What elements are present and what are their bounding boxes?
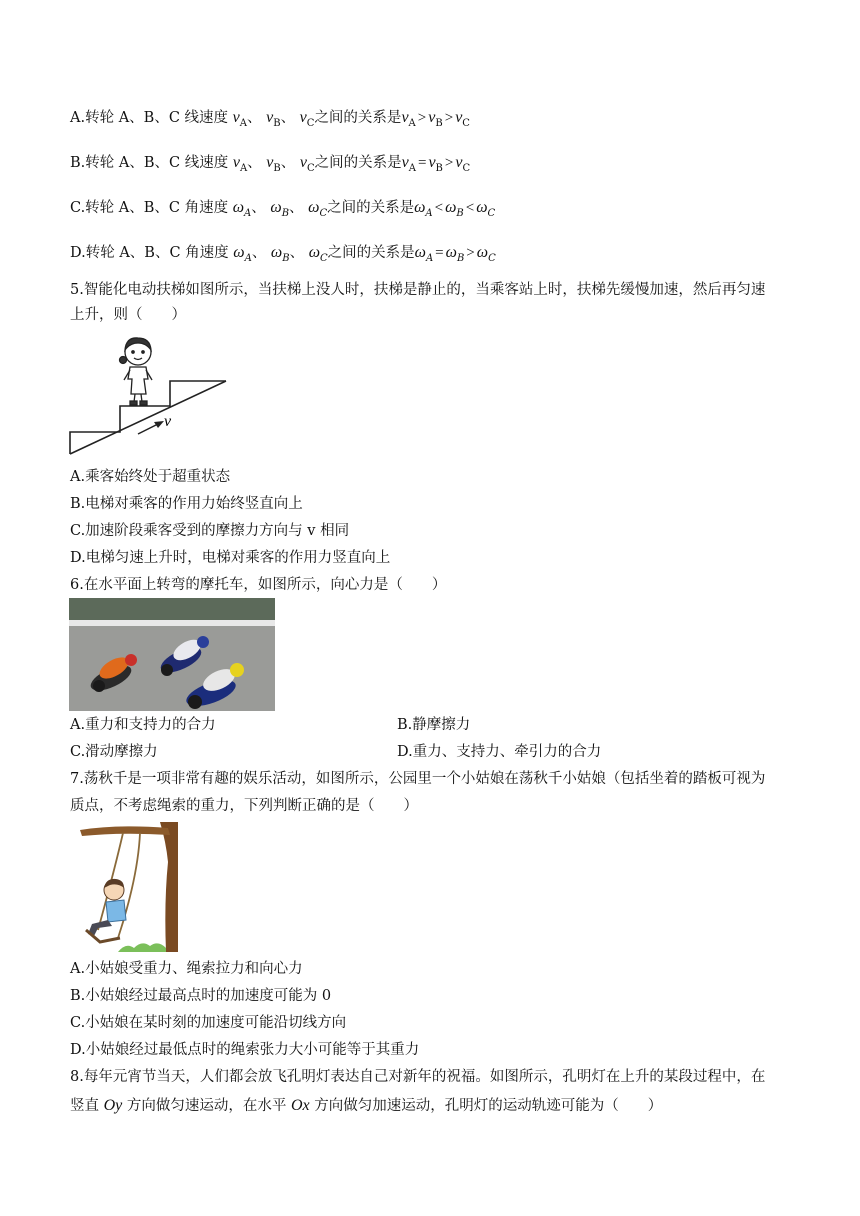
option-text: 之间的关系是	[327, 200, 415, 216]
symbol-v: v	[266, 154, 274, 171]
subscript: C	[319, 253, 328, 264]
q6-stem: 6.在水平面上转弯的摩托车，如图所示，向心力是（ ）	[70, 577, 447, 593]
symbol-omega: ω	[308, 244, 320, 261]
symbol-omega: ω	[308, 199, 320, 216]
subscript: C	[306, 118, 315, 129]
separator: 、	[246, 110, 262, 126]
swing-figure	[78, 822, 178, 952]
relation: >	[444, 110, 454, 126]
subscript: A	[425, 253, 434, 264]
option-text: 之间的关系是	[314, 155, 402, 171]
relation: <	[465, 200, 475, 216]
subscript: A	[244, 253, 252, 264]
q6-option-a: A.重力和支持力的合力	[70, 717, 216, 733]
q6-option-c: C.滑动摩擦力	[70, 744, 158, 760]
q7-option-c: C.小姑娘在某时刻的加速度可能沿切线方向	[70, 1015, 347, 1031]
subscript: B	[273, 163, 281, 174]
symbol-v: v	[401, 154, 409, 171]
relation: >	[466, 245, 475, 261]
relation: <	[434, 200, 444, 216]
escalator-incline	[70, 381, 226, 454]
symbol-omega: ω	[270, 199, 282, 216]
symbol-v: v	[232, 154, 240, 171]
q4-option-c	[70, 198, 495, 224]
option-text: 之间的关系是	[314, 110, 402, 126]
separator: 、	[289, 200, 304, 216]
q4-option-d	[70, 243, 496, 269]
passenger-girl	[120, 338, 153, 405]
subscript: A	[408, 118, 416, 129]
symbol-omega: ω	[414, 199, 426, 216]
symbol-omega: ω	[232, 199, 245, 216]
separator: 、	[280, 155, 296, 171]
motorcycle-photo	[69, 598, 275, 711]
q5-option-c: C.加速阶段乘客受到的摩擦力方向与 v 相同	[70, 523, 350, 539]
separator: 、	[280, 110, 296, 126]
subscript: C	[462, 163, 471, 174]
q5-option-b: B.电梯对乘客的作用力始终竖直向上	[70, 496, 303, 512]
subscript: C	[319, 208, 328, 219]
symbol-omega: ω	[476, 199, 488, 216]
symbol-v: v	[428, 109, 436, 126]
q4-option-a	[70, 108, 470, 134]
q8-text: 方向做匀速运动，在水平	[122, 1098, 291, 1114]
symbol-omega: ω	[233, 244, 245, 261]
symbol-v: v	[455, 154, 463, 171]
escalator-figure	[68, 334, 232, 460]
q7-option-d: D.小姑娘经过最低点时的绳索张力大小可能等于其重力	[70, 1042, 420, 1058]
subscript: C	[462, 118, 470, 129]
q7-option-b: B.小姑娘经过最高点时的加速度可能为 0	[70, 988, 332, 1004]
relation: >	[417, 110, 427, 126]
velocity-label: v	[164, 413, 172, 430]
subscript: C	[306, 163, 315, 174]
subscript: A	[239, 118, 247, 129]
symbol-omega: ω	[445, 199, 457, 216]
separator: 、	[251, 200, 266, 216]
symbol-omega: ω	[445, 244, 457, 261]
option-text: A.转轮 A、B、C 线速度	[70, 110, 229, 126]
grass	[118, 943, 166, 952]
relation: >	[444, 155, 454, 171]
q5-stem-line1: 5.智能化电动扶梯如图所示，当扶梯上没人时，扶梯是静止的，当乘客站上时，扶梯先缓慢加速，然后再匀速	[70, 282, 766, 298]
option-text: B.转轮 A、B、C 线速度	[70, 155, 229, 171]
q5-option-d: D.电梯匀速上升时，电梯对乘客的作用力竖直向上	[70, 550, 391, 566]
subscript: B	[435, 163, 443, 174]
symbol-v: v	[232, 109, 240, 126]
tree-trunk	[160, 822, 178, 952]
subscript: A	[239, 163, 248, 174]
axis-oy: Oy	[103, 1097, 123, 1114]
subscript: C	[488, 253, 496, 264]
symbol-omega: ω	[270, 244, 283, 261]
symbol-omega: ω	[414, 244, 426, 261]
subscript: B	[456, 253, 465, 264]
subscript: B	[435, 118, 443, 129]
subscript: A	[425, 208, 433, 219]
q7-option-a: A.小姑娘受重力、绳索拉力和向心力	[70, 961, 303, 977]
subscript: C	[487, 208, 496, 219]
tree-branch	[80, 826, 170, 836]
q7-stem-line1: 7.荡秋千是一项非常有趣的娱乐活动，如图所示，公园里一个小姑娘在荡秋千小姑娘（包括坐着的踏板可视为	[70, 771, 766, 787]
separator: 、	[289, 245, 305, 261]
q8-stem-line1: 8.每年元宵节当天，人们都会放飞孔明灯表达自己对新年的祝福。如图所示，孔明灯在上升的某段过程中，在	[70, 1069, 766, 1085]
subscript: B	[273, 118, 281, 129]
symbol-v: v	[455, 109, 463, 126]
relation: =	[417, 155, 427, 171]
symbol-omega: ω	[476, 244, 489, 261]
subscript: A	[408, 163, 416, 174]
axis-ox: Ox	[290, 1097, 310, 1114]
separator: 、	[247, 155, 262, 171]
q8-text: 方向做匀加速运动，孔明灯的运动轨迹可能为（ ）	[309, 1098, 663, 1114]
subscript: A	[244, 208, 252, 219]
q6-option-d: D.重力、支持力、牵引力的合力	[397, 744, 602, 760]
symbol-v: v	[299, 109, 307, 126]
subscript: B	[282, 253, 290, 264]
subscript: B	[281, 208, 290, 219]
symbol-v: v	[299, 154, 307, 171]
relation: =	[435, 245, 444, 261]
q5-option-a: A.乘客始终处于超重状态	[70, 469, 231, 485]
separator: 、	[251, 245, 267, 261]
symbol-v: v	[401, 109, 409, 126]
option-text: D.转轮 A、B、C 角速度	[70, 245, 229, 261]
q6-option-b: B.静摩擦力	[397, 717, 471, 733]
q8-text: 竖直	[70, 1098, 104, 1114]
option-text: 之间的关系是	[327, 245, 415, 261]
symbol-v: v	[266, 109, 274, 126]
q8-stem-line2	[70, 1096, 662, 1116]
subscript: B	[456, 208, 464, 219]
q4-option-b	[70, 153, 470, 179]
q5-stem-line2: 上升，则（ ）	[70, 307, 186, 323]
symbol-v: v	[428, 154, 436, 171]
option-text: C.转轮 A、B、C 角速度	[70, 200, 229, 216]
q7-stem-line2: 质点，不考虑绳索的重力，下列判断正确的是（ ）	[70, 798, 418, 814]
